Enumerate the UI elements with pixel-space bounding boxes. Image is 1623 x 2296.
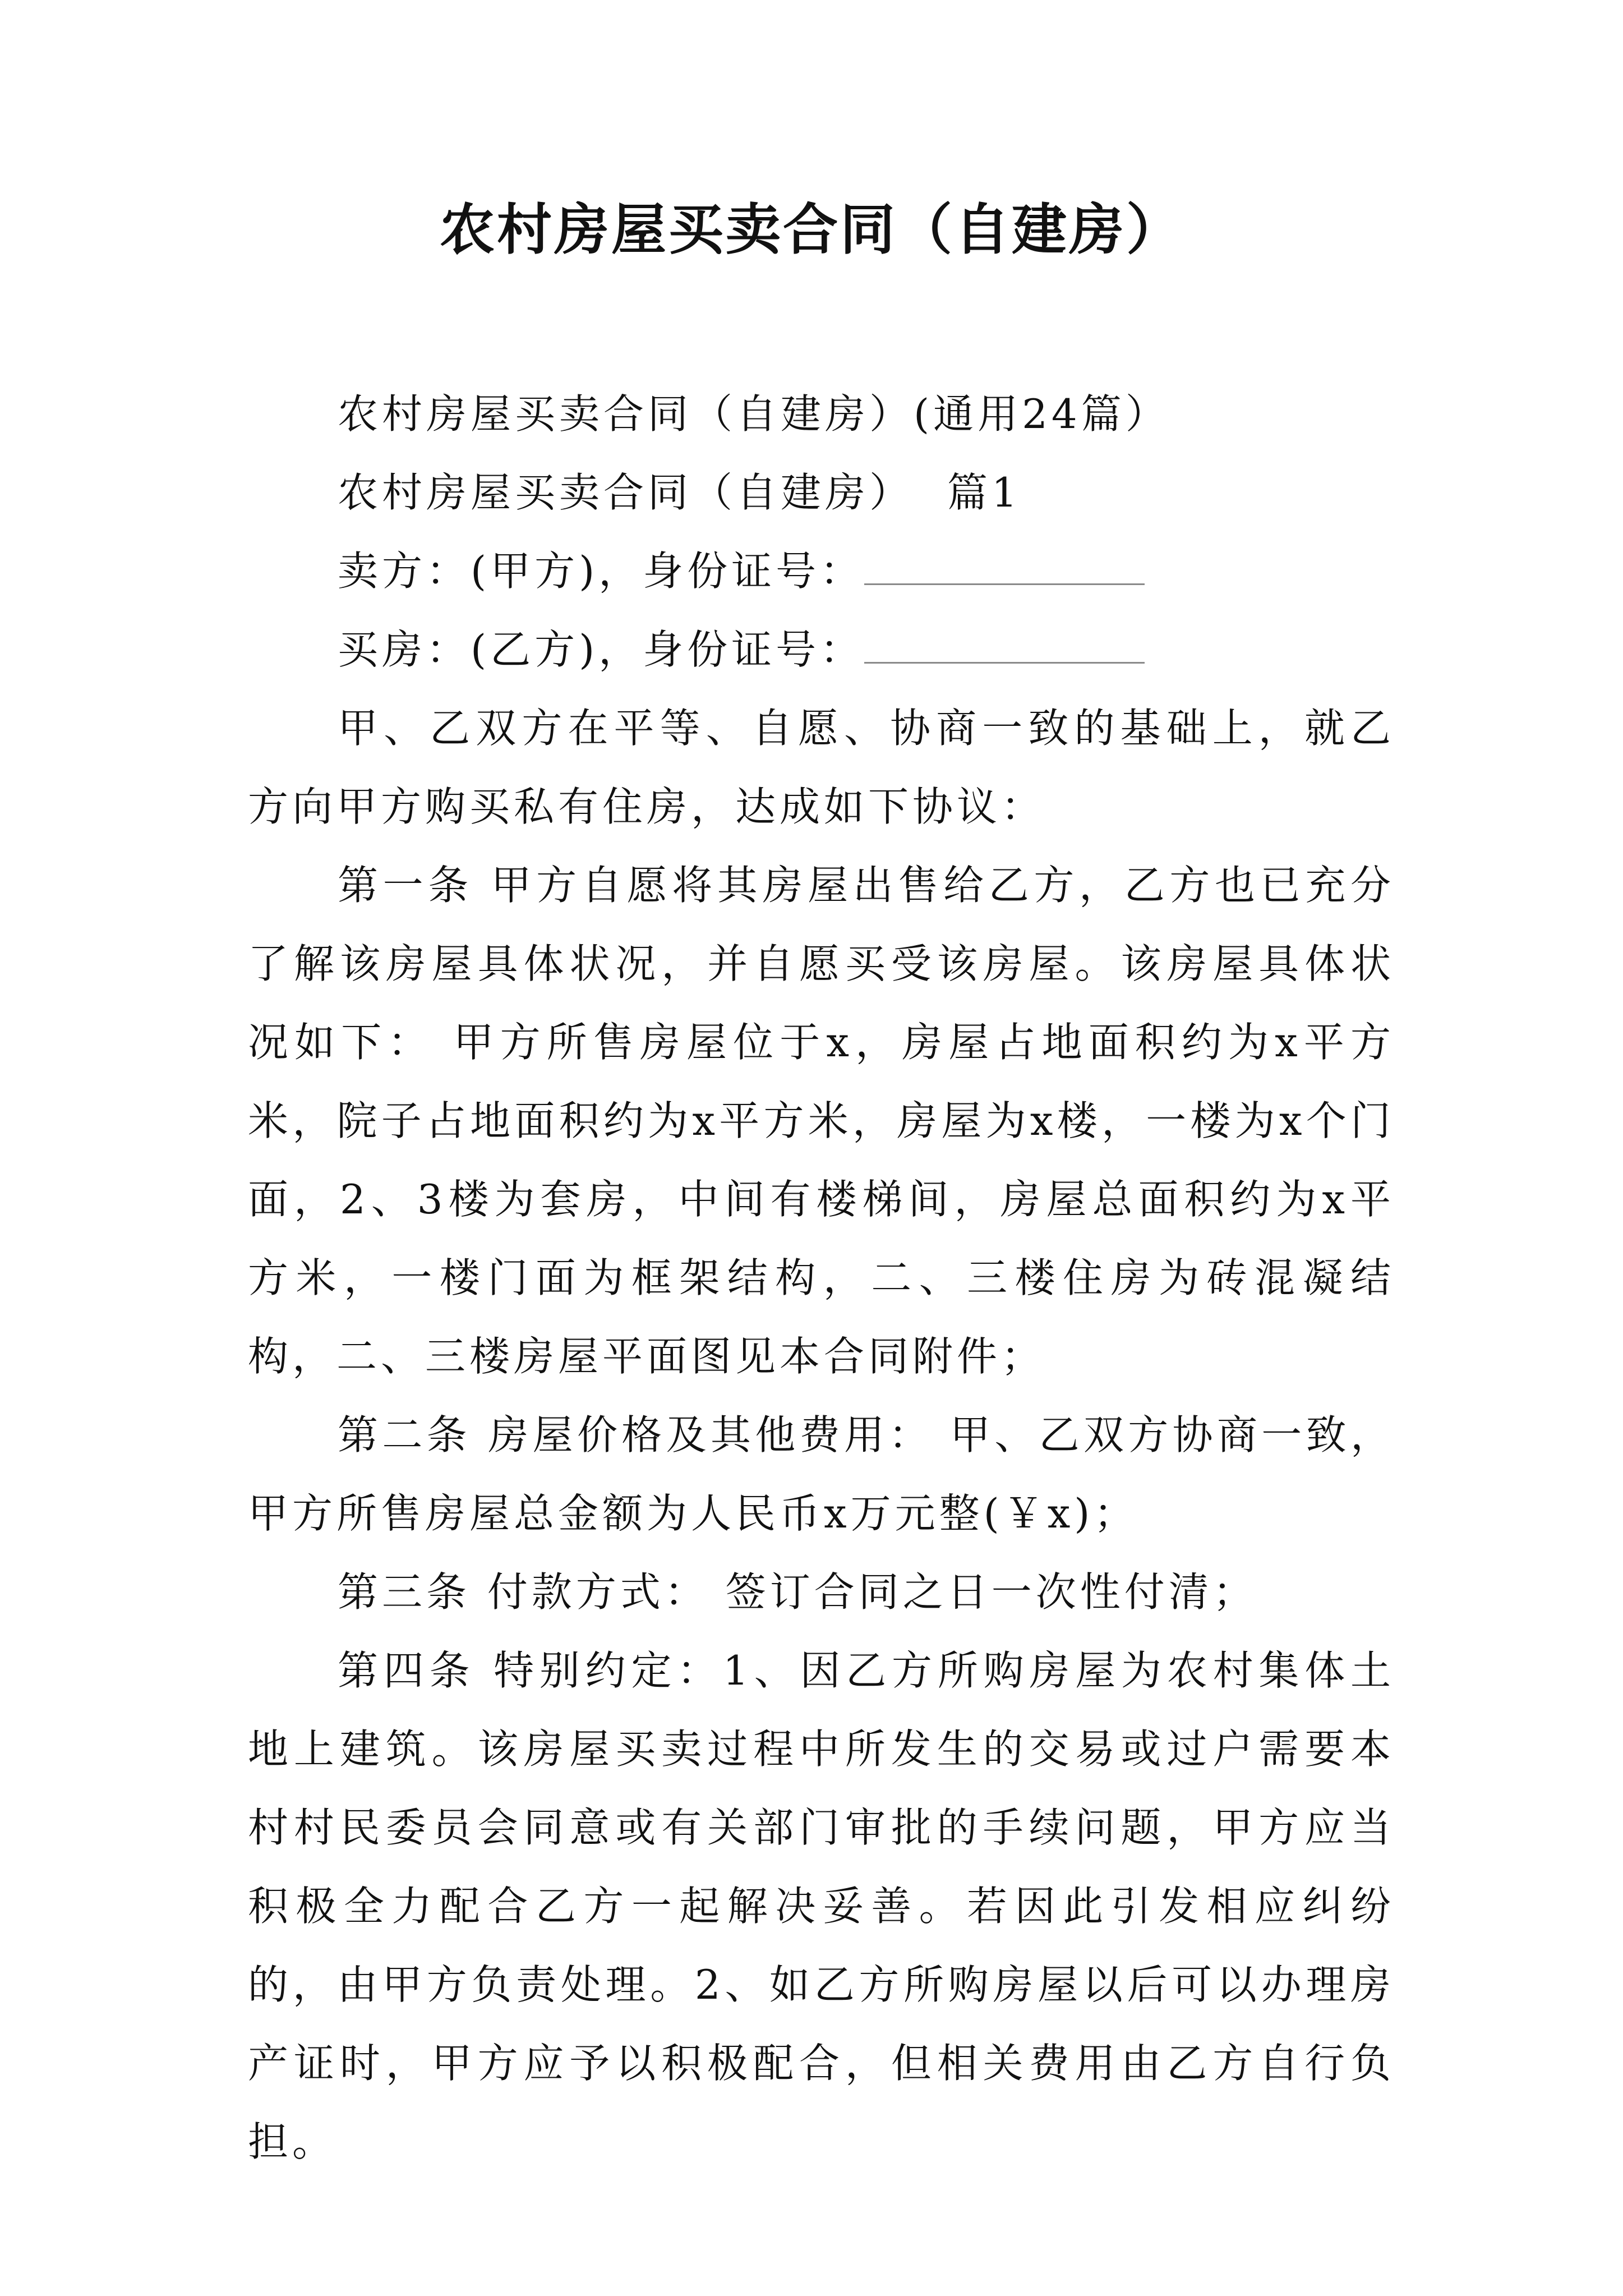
buyer-label: 买房：(乙方)，身份证号：	[338, 626, 865, 673]
chapter-heading-line	[248, 453, 1395, 532]
seller-line	[248, 532, 1395, 610]
article-1-paragraph: 第一条 甲方自愿将其房屋出售给乙方，乙方也已充分了解该房屋具体状况，并自愿买受该房屋。该房屋具体状况如下： 甲方所售房屋位于x，房屋占地面积约为x平方米，院子占地面积约为x平方米，房屋为x楼，一楼为x个门面，2、3楼为套房，中间有楼梯间，房屋总面积约为x平方米，一楼门面为框架结构，二、三楼住房为砖混凝结构，二、三楼房屋平面图见本合同附件；	[248, 862, 1395, 1380]
seller-label: 卖方：(甲方)，身份证号：	[338, 547, 865, 595]
document-title: 农村房屋买卖合同（自建房）	[439, 198, 1183, 262]
subtitle-line: 农村房屋买卖合同（自建房）(通用24篇）	[338, 390, 1170, 438]
buyer-line	[248, 610, 1395, 689]
chapter-heading: 农村房屋买卖合同（自建房）	[338, 469, 914, 516]
preamble-paragraph: 甲、乙双方在平等、自愿、协商一致的基础上，就乙方向甲方购买私有住房，达成如下协议：	[248, 705, 1395, 830]
buyer-id-blank	[864, 627, 1145, 664]
article-2-paragraph: 第二条 房屋价格及其他费用： 甲、乙双方协商一致，甲方所售房屋总金额为人民币x万元整(￥x)；	[248, 1411, 1395, 1537]
chapter-label: 篇1	[947, 469, 1021, 516]
seller-id-blank	[864, 549, 1145, 585]
article-3-paragraph: 第三条 付款方式： 签订合同之日一次性付清；	[338, 1568, 1257, 1616]
article-4-paragraph: 第四条 特别约定：1、因乙方所购房屋为农村集体土地上建筑。该房屋买卖过程中所发生的交易或过户需要本村村民委员会同意或有关部门审批的手续问题，甲方应当积极全力配合乙方一起解决妥善。若因此引发相应纠纷的，由甲方负责处理。2、如乙方所购房屋以后可以办理房产证时，甲方应予以积极配合，但相关费用由乙方自行负担。	[248, 1647, 1395, 2165]
document-body	[248, 375, 1395, 2181]
